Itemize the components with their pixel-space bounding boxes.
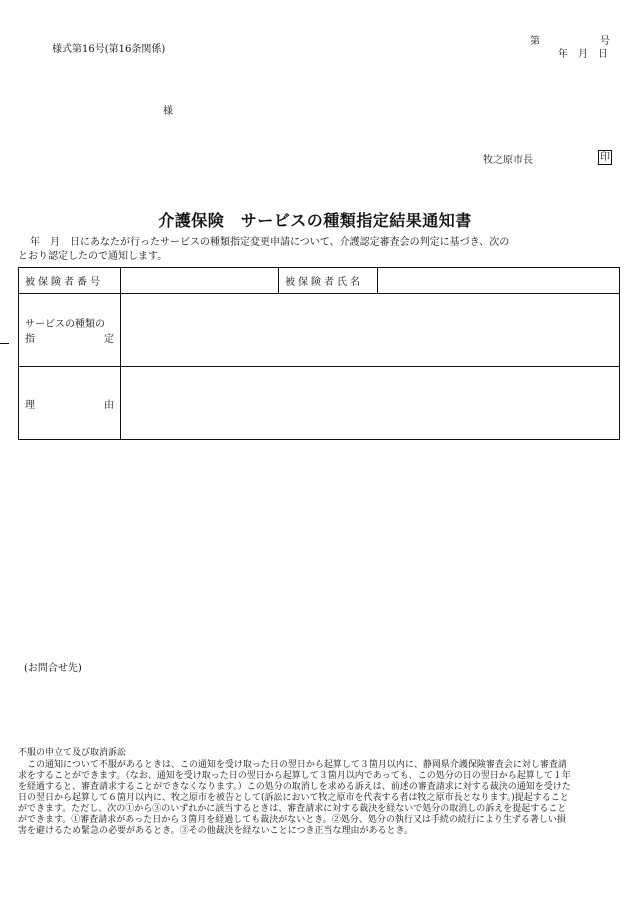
appeal-notice-body: この通知について不服があるときは、この通知を受け取った日の翌日から起算して３箇月以内に、静岡県介護保険審査会に対し審査請求をすることができます。（なお、通知を受け取った日の翌日から起算して３箇月以内であっても、この処分の日の翌日から起算して１年を経過すると、審査請求することができなくなります。）この処分の取消しを求める訴えは、前述の審査請求に対する裁決の通知を受けた日の翌日から起算して６箇月以内に、牧之原市を被告として(訴訟において牧之原市を代表する者は牧之原市長となります。)提起することができます。ただし、次の①から③のいずれかに該当するときは、審査請求に対する裁決を経ないで処分の取消しの訴えを提起することができます。①審査請求があった日から３箇月を経過しても裁決がないとき。②処分、処分の執行又は手続の続行により生ずる著しい損害を避けるため緊急の必要があるとき。③その他裁決を経ないことにつき正当な理由があるとき。 [18,760,571,836]
insured-name-label: 被保険者氏名 [279,268,378,294]
doc-number-prefix: 第 [530,36,540,47]
intro-line-1: 年 月 日にあなたが行ったサービスの種類指定変更申請について、介護認定審査会の判定に基づき、次の [30,237,510,248]
issue-date: 年 月 日 [558,49,608,60]
insured-number-label: 被保険者番号 [19,268,121,294]
service-label-line-2: 指 定 [25,334,114,345]
service-label-line-1: サービスの種類の [25,319,105,330]
reason-row [19,367,620,440]
reason-label: 理 由 [19,367,121,440]
margin-tick [0,343,9,344]
service-type-label [19,294,121,367]
form-number: 様式第16号(第16条関係) [52,44,166,55]
insured-name-field[interactable] [378,268,620,294]
doc-number-suffix: 号 [600,36,610,47]
result-table [18,267,620,440]
reason-field[interactable] [121,367,620,440]
document-title: 介護保険 サービスの種類指定結果通知書 [158,211,472,230]
insured-row [19,268,620,294]
intro-line-2: とおり認定したので通知します。 [18,251,168,262]
service-row [19,294,620,367]
issuer-name: 牧之原市長 [483,155,533,166]
insured-number-field[interactable] [121,268,279,294]
seal-mark: 印 [600,152,610,163]
service-type-field[interactable] [121,294,620,367]
recipient-honorific: 様 [163,106,173,117]
contact-label: (お問合せ先) [24,663,82,674]
appeal-notice-heading: 不服の申立て及び取消訴訟 [18,748,127,758]
